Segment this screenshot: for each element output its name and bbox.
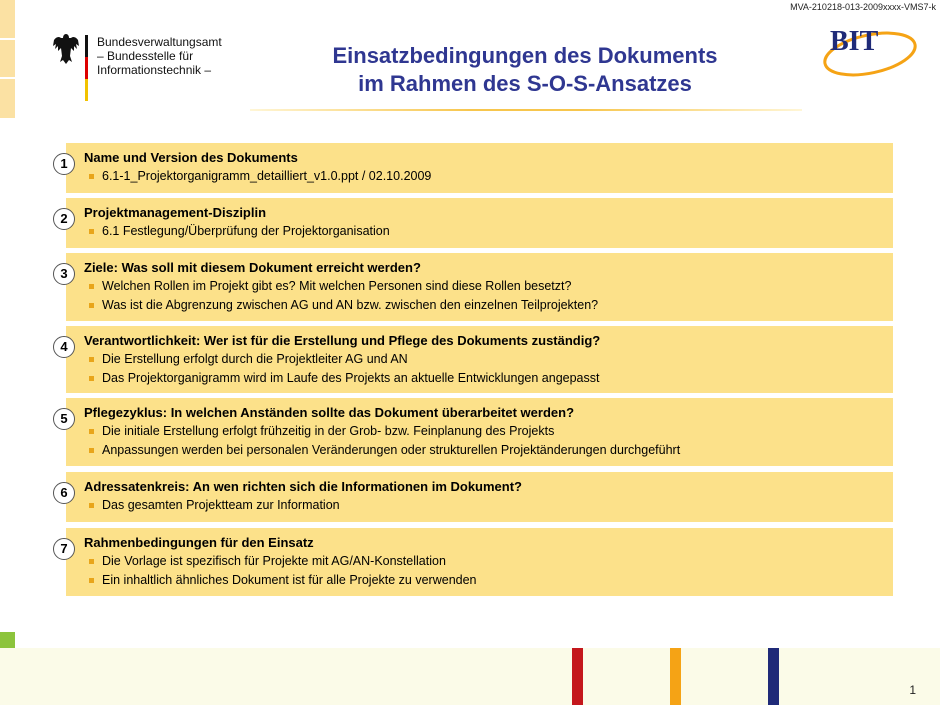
section-number-badge: 6 [53, 482, 75, 504]
bullet-item: Was ist die Abgrenzung zwischen AG und AN bzw. zwischen den einzelnen Teilprojekten? [84, 296, 893, 315]
bullet-item: Das Projektorganigramm wird im Laufe des Projekts an aktuelle Entwicklungen angepasst [84, 369, 893, 388]
title-line-2: im Rahmen des S-O-S-Ansatzes [358, 71, 692, 96]
footer-orange-bar [670, 648, 681, 705]
section-heading: Adressatenkreis: An wen richten sich die Informationen im Dokument? [84, 479, 522, 494]
page-title [250, 42, 800, 98]
german-flag-bar [85, 35, 88, 101]
section-bullets [84, 422, 893, 460]
section-bullets [84, 222, 893, 241]
org-line: – Bundesstelle für [97, 49, 194, 63]
bullet-item: 6.1 Festlegung/Überprüfung der Projektorganisation [84, 222, 893, 241]
section-bullets [84, 277, 893, 315]
bit-logo [818, 20, 918, 78]
organization-name [97, 35, 222, 77]
section-5 [60, 398, 893, 466]
section-heading: Projektmanagement-Disziplin [84, 205, 267, 220]
section-number-badge: 1 [53, 153, 75, 175]
footer-navy-bar [768, 648, 779, 705]
bullet-item: Das gesamten Projektteam zur Information [84, 496, 893, 515]
section-number-badge: 4 [53, 336, 75, 358]
section-heading: Name und Version des Dokuments [84, 150, 298, 165]
bullet-item: Ein inhaltlich ähnliches Dokument ist für alle Projekte zu verwenden [84, 571, 893, 590]
section-heading: Ziele: Was soll mit diesem Dokument erreicht werden? [84, 260, 421, 275]
federal-eagle-icon [52, 32, 80, 66]
section-bullets [84, 350, 893, 388]
section-heading: Pflegezyklus: In welchen Anständen sollte das Dokument überarbeitet werden? [84, 405, 575, 420]
section-7 [60, 528, 893, 596]
left-stripe-gap [0, 38, 15, 40]
org-line: Informationstechnik – [97, 63, 212, 77]
footer-red-bar [572, 648, 583, 705]
section-4 [60, 326, 893, 393]
footer-band [0, 648, 940, 705]
section-number-badge: 2 [53, 208, 75, 230]
section-1 [60, 143, 893, 193]
logo-text: BIT [830, 26, 879, 57]
section-number-badge: 5 [53, 408, 75, 430]
title-underline [250, 109, 802, 111]
bullet-item: Die Erstellung erfolgt durch die Projektleiter AG und AN [84, 350, 893, 369]
section-number-badge: 3 [53, 263, 75, 285]
org-line: Bundesverwaltungsamt [97, 35, 222, 49]
bullet-item: Anpassungen werden bei personalen Veränderungen oder strukturellen Projektänderungen durchgeführt [84, 441, 893, 460]
bullet-item: 6.1-1_Projektorganigramm_detailliert_v1.0.ppt / 02.10.2009 [84, 167, 893, 186]
bullet-item: Welchen Rollen im Projekt gibt es? Mit welchen Personen sind diese Rollen besetzt? [84, 277, 893, 296]
document-id: MVA-210218-013-2009xxxx-VMS7-k [790, 2, 936, 12]
title-line-1: Einsatzbedingungen des Dokuments [332, 43, 718, 68]
bullet-item: Die Vorlage ist spezifisch für Projekte mit AG/AN-Konstellation [84, 552, 893, 571]
section-6 [60, 472, 893, 522]
section-2 [60, 198, 893, 248]
section-heading: Rahmenbedingungen für den Einsatz [84, 535, 314, 550]
section-heading: Verantwortlichkeit: Wer ist für die Erstellung und Pflege des Dokuments zuständig? [84, 333, 601, 348]
bullet-item: Die initiale Erstellung erfolgt frühzeitig in der Grob- bzw. Feinplanung des Projekts [84, 422, 893, 441]
section-bullets [84, 167, 893, 186]
section-number-badge: 7 [53, 538, 75, 560]
section-bullets [84, 496, 893, 515]
left-stripe-top [0, 0, 15, 118]
left-stripe-gap [0, 77, 15, 79]
section-3 [60, 253, 893, 321]
section-bullets [84, 552, 893, 590]
page-number: 1 [909, 683, 916, 697]
